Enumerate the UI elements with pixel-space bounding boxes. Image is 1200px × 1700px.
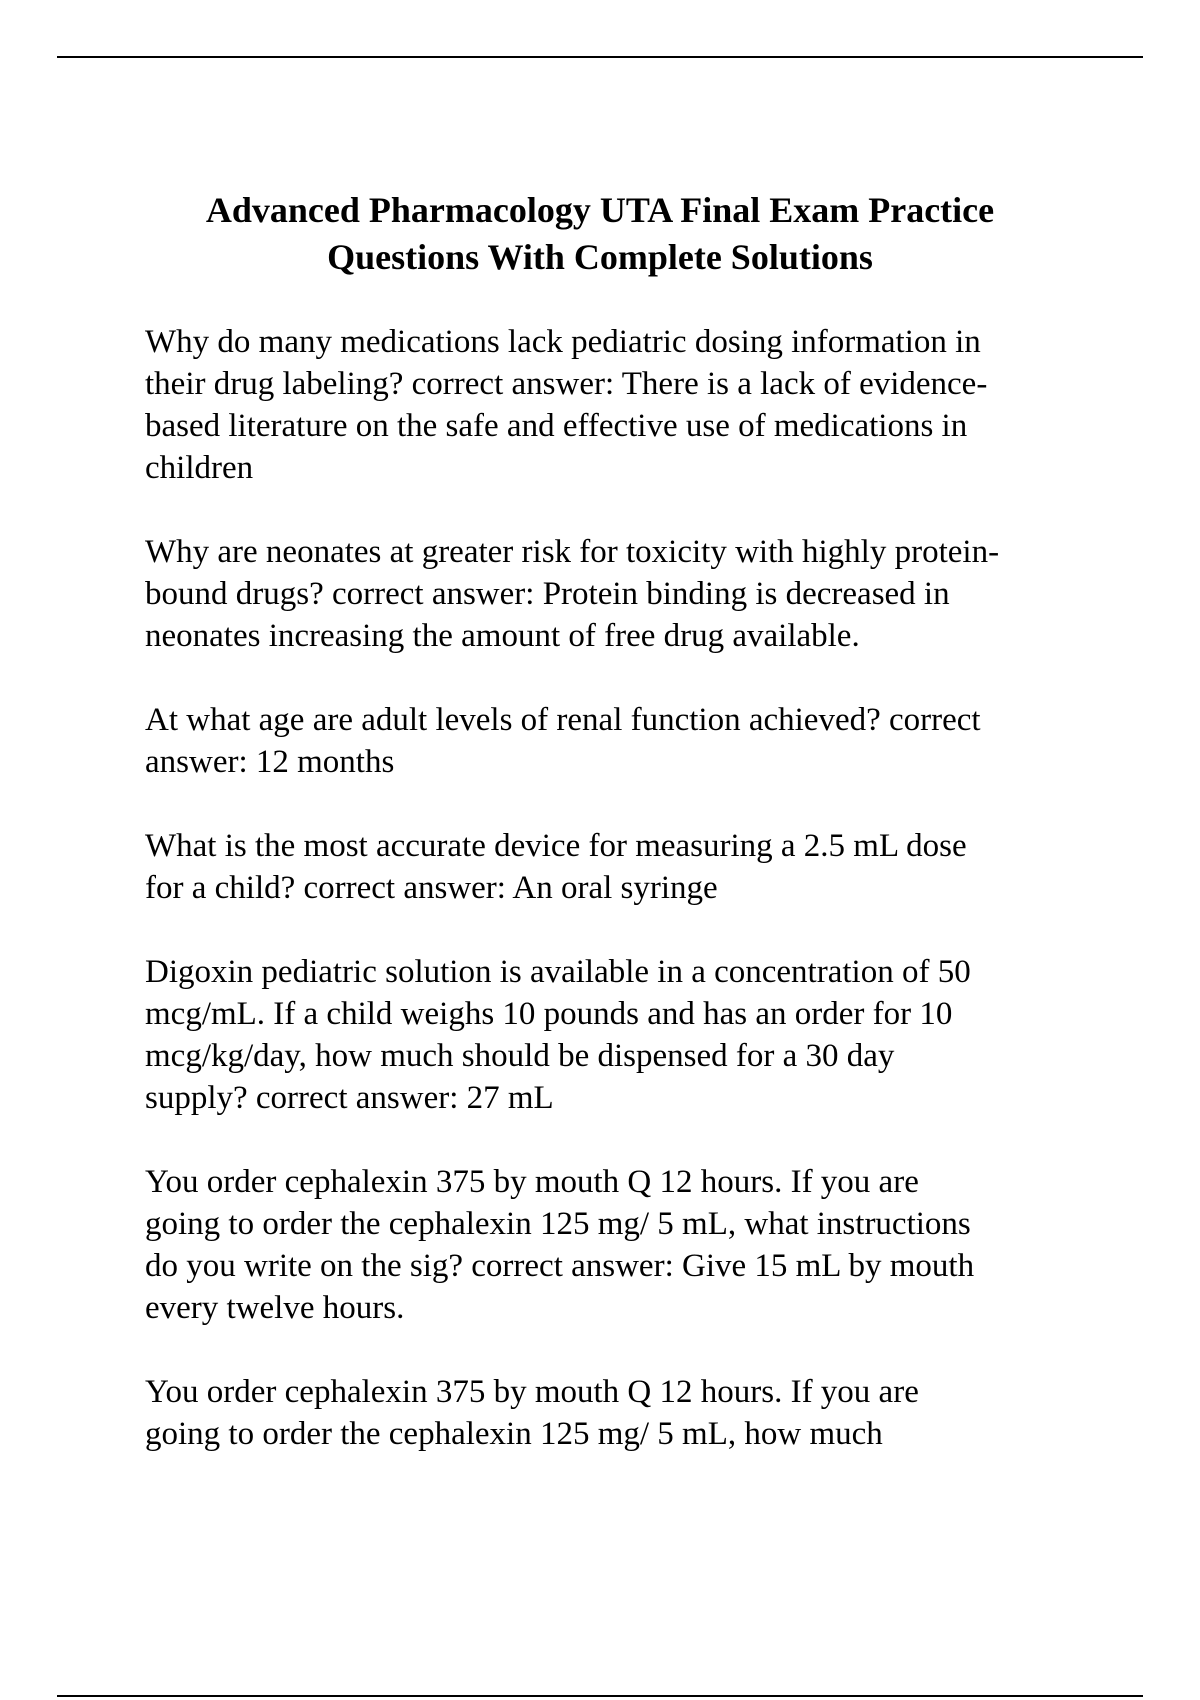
page-bottom-rule [57,1695,1143,1697]
text-line: You order cephalexin 375 by mouth Q 12 hours. If you are [145,1164,919,1200]
text-line: answer: 12 months [145,744,395,780]
text-line: based literature on the safe and effective use of medications in [145,408,968,444]
text-line: What is the most accurate device for measuring a 2.5 mL dose [145,828,967,864]
qa-list [145,321,1095,1497]
text-line: You order cephalexin 375 by mouth Q 12 hours. If you are [145,1374,919,1410]
text-line: mcg/mL. If a child weighs 10 pounds and has an order for 10 [145,996,953,1032]
text-line: every twelve hours. [145,1290,405,1326]
text-line: Digoxin pediatric solution is available in a concentration of 50 [145,954,971,990]
qa-item-digoxin-dosing [145,951,1095,1119]
text-line: At what age are adult levels of renal function achieved? correct [145,702,981,738]
qa-item-pediatric-labeling [145,321,1095,489]
page-top-rule [57,56,1143,58]
text-line: Why do many medications lack pediatric dosing information in [145,324,981,360]
qa-item-renal-function [145,699,1095,783]
text-line: Why are neonates at greater risk for toxicity with highly protein- [145,534,1000,570]
qa-item-neonate-protein-binding [145,531,1095,657]
text-line: bound drugs? correct answer: Protein binding is decreased in [145,576,950,612]
text-line: neonates increasing the amount of free drug available. [145,618,860,654]
title-line-2: Questions With Complete Solutions [327,237,873,277]
text-line: going to order the cephalexin 125 mg/ 5 mL, how much [145,1416,883,1452]
text-line: for a child? correct answer: An oral syringe [145,870,718,906]
text-line: children [145,450,254,486]
text-line: mcg/kg/day, how much should be dispensed for a 30 day [145,1038,895,1074]
page-title [120,187,1080,281]
qa-item-cephalexin-sig [145,1161,1095,1329]
qa-item-measuring-device [145,825,1095,909]
text-line: their drug labeling? correct answer: There is a lack of evidence- [145,366,988,402]
title-line-1: Advanced Pharmacology UTA Final Exam Practice [205,190,995,230]
text-line: supply? correct answer: 27 mL [145,1080,554,1116]
qa-item-cephalexin-amount [145,1371,1095,1455]
text-line: going to order the cephalexin 125 mg/ 5 mL, what instructions [145,1206,971,1242]
text-line: do you write on the sig? correct answer: Give 15 mL by mouth [145,1248,975,1284]
